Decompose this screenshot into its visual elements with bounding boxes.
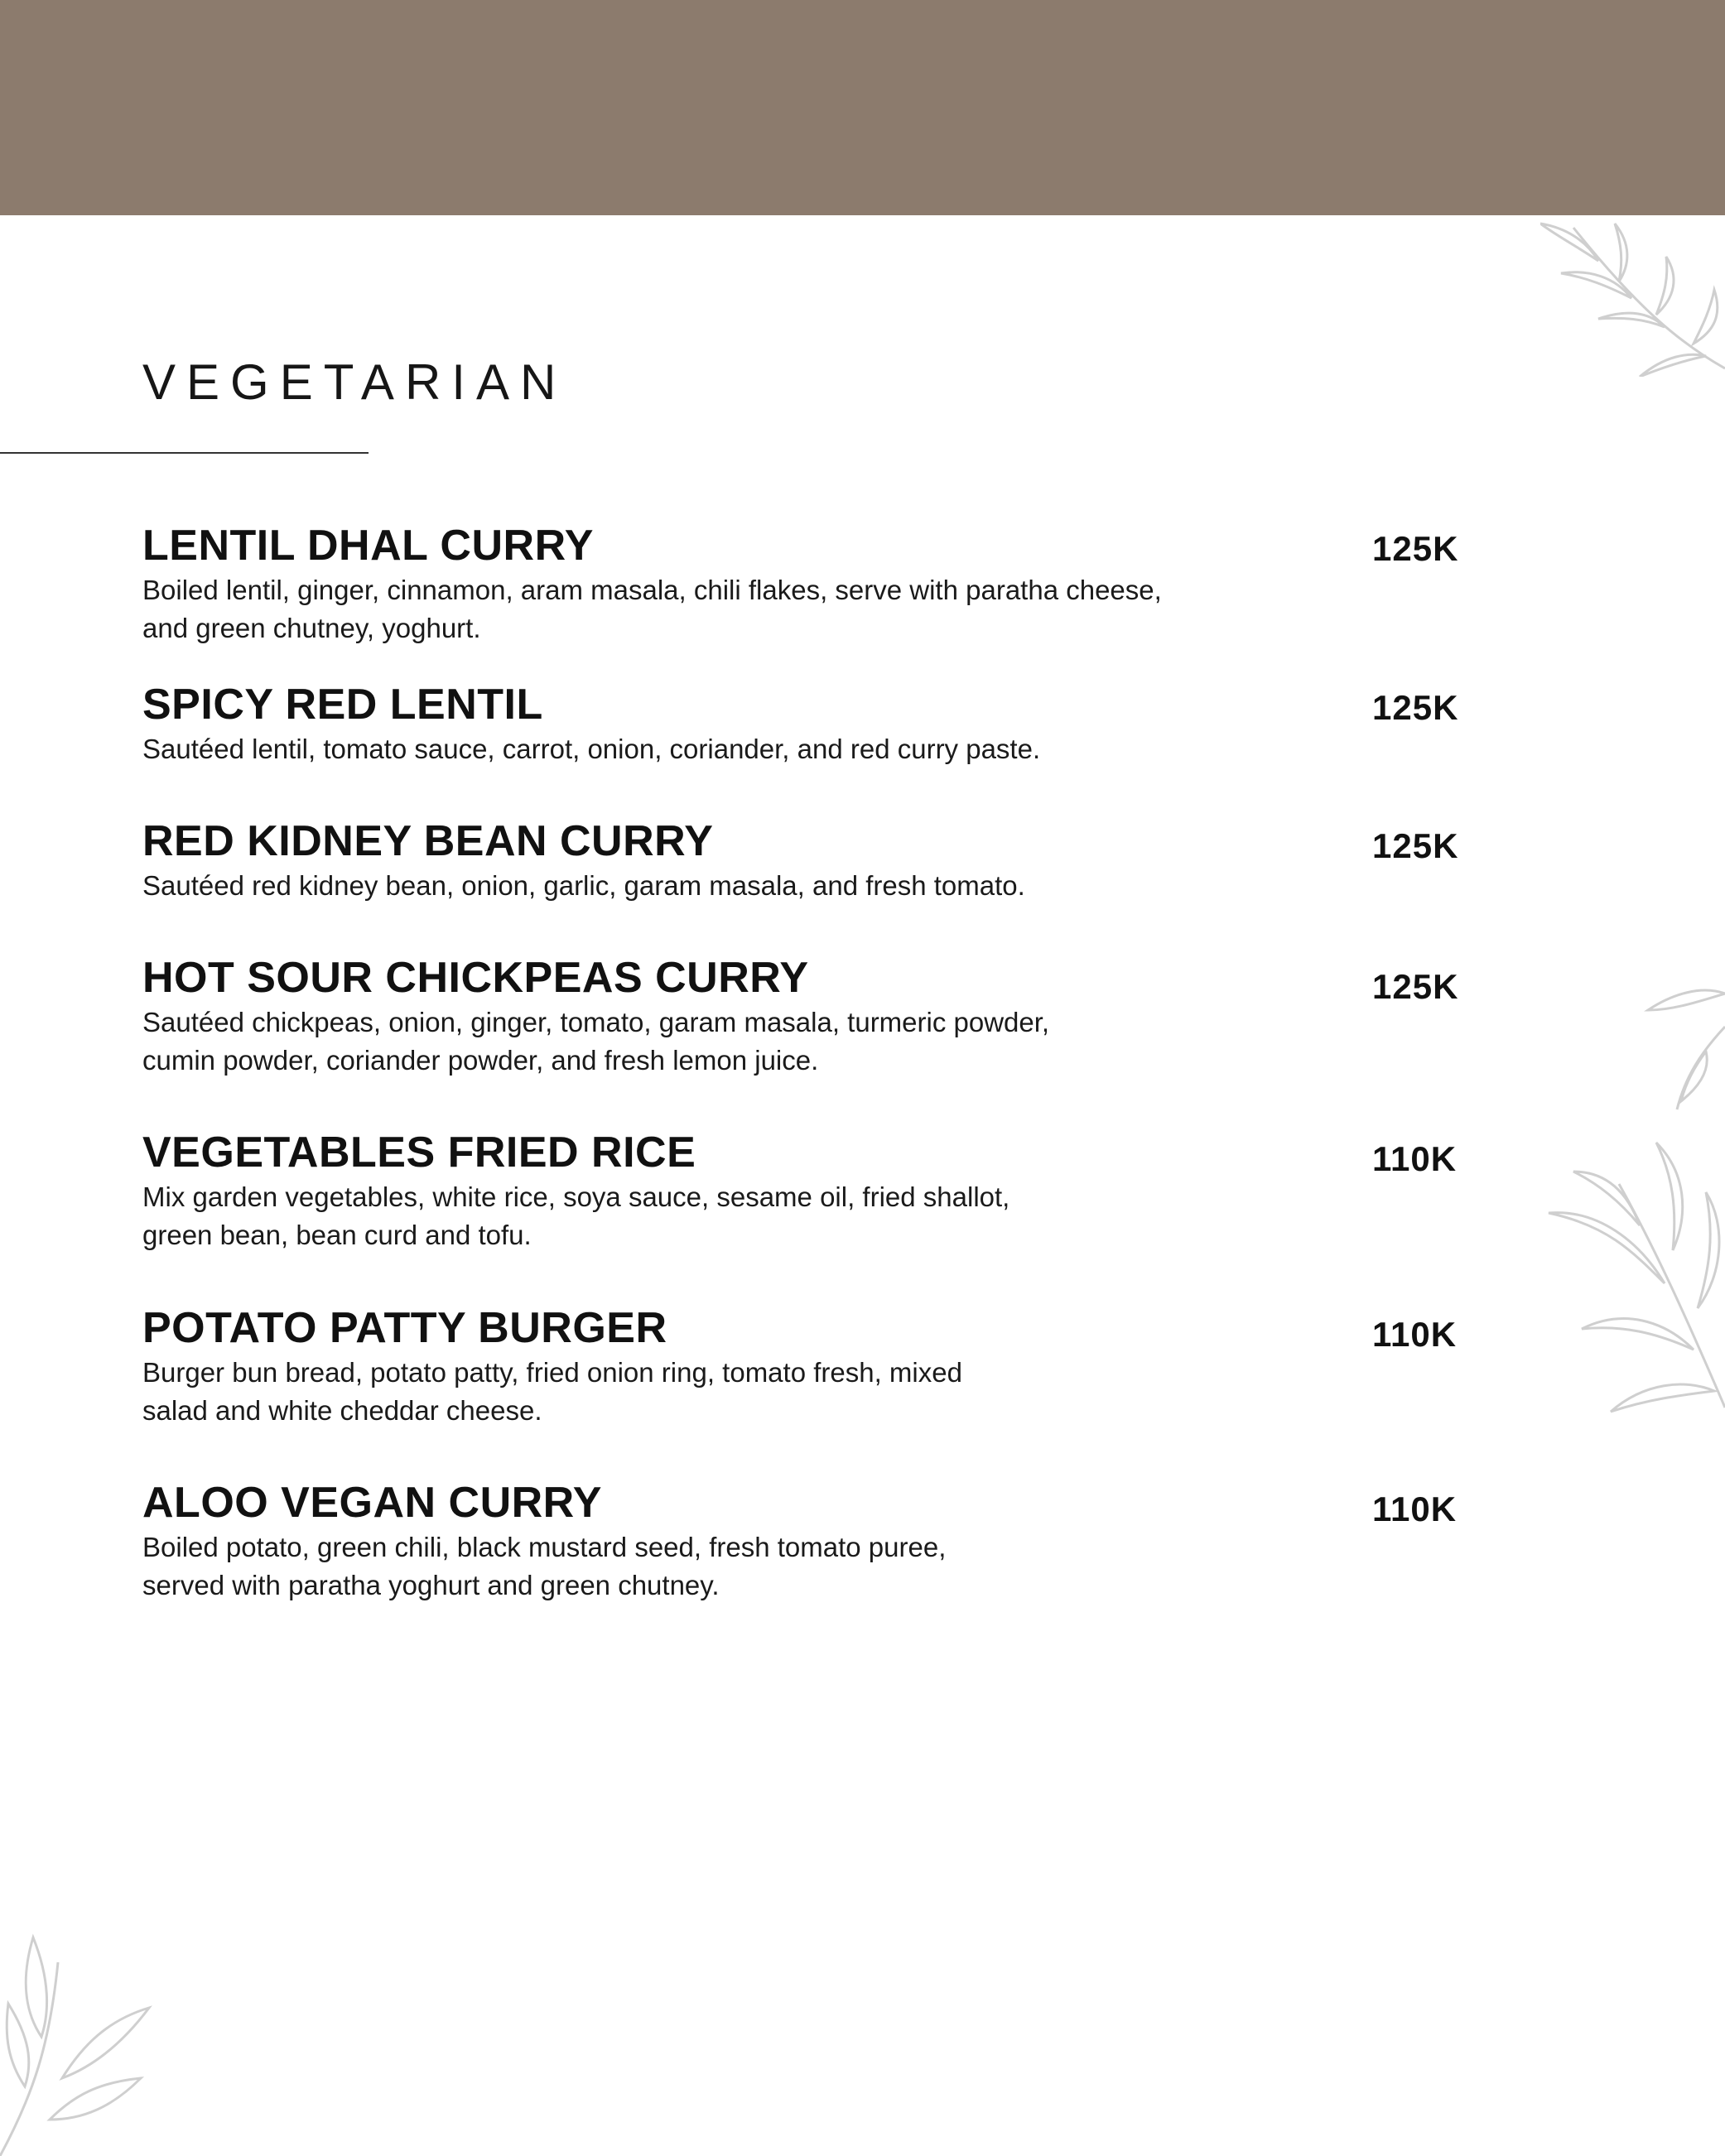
item-name: LENTIL DHAL CURRY (142, 522, 594, 570)
item-price: 125K (1372, 688, 1459, 727)
item-price: 125K (1372, 826, 1459, 865)
item-description: Mix garden vegetables, white rice, soya sauce, sesame oil, fried shallot, green bean, bean curd and tofu. (142, 1181, 1010, 1250)
item-name: HOT SOUR CHICKPEAS CURRY (142, 954, 809, 1002)
menu-item (142, 681, 1467, 768)
item-name: RED KIDNEY BEAN CURRY (142, 817, 714, 865)
leaf-branch-right-icon (1540, 977, 1725, 1424)
item-description: Boiled lentil, ginger, cinnamon, aram masala, chili flakes, serve with paratha cheese, and green chutney, yoghurt. (142, 575, 1162, 643)
item-price: 125K (1372, 967, 1459, 1006)
menu-item (142, 817, 1467, 905)
item-name: VEGETABLES FRIED RICE (142, 1129, 696, 1177)
leaf-branch-top-right-icon (1540, 211, 1725, 377)
item-price: 110K (1372, 1489, 1458, 1528)
section-divider (0, 452, 369, 454)
menu-item (142, 522, 1467, 647)
menu-item (142, 1479, 1467, 1605)
item-description: Boiled potato, green chili, black mustard seed, fresh tomato puree, served with paratha yoghurt and green chutney. (142, 1532, 947, 1600)
item-name: POTATO PATTY BURGER (142, 1304, 667, 1352)
item-name: ALOO VEGAN CURRY (142, 1479, 602, 1527)
menu-item (142, 1129, 1467, 1254)
menu-item (142, 954, 1467, 1080)
item-description: Sautéed red kidney bean, onion, garlic, garam masala, and fresh tomato. (142, 870, 1025, 901)
item-description: Burger bun bread, potato patty, fried onion ring, tomato fresh, mixed salad and white cheddar cheese. (142, 1357, 962, 1426)
menu-item (142, 1304, 1467, 1430)
leaf-branch-bottom-left-icon (0, 1929, 157, 2156)
item-price: 125K (1372, 529, 1459, 568)
item-name: SPICY RED LENTIL (142, 681, 543, 729)
item-description: Sautéed chickpeas, onion, ginger, tomato, garam masala, turmeric powder, cumin powder, coriander powder, and fresh lemon juice. (142, 1007, 1050, 1076)
section-title: VEGETARIAN (142, 354, 567, 410)
item-price: 110K (1372, 1139, 1458, 1178)
item-price: 110K (1372, 1315, 1458, 1354)
item-description: Sautéed lentil, tomato sauce, carrot, onion, coriander, and red curry paste. (142, 734, 1041, 764)
header-band (0, 0, 1725, 215)
